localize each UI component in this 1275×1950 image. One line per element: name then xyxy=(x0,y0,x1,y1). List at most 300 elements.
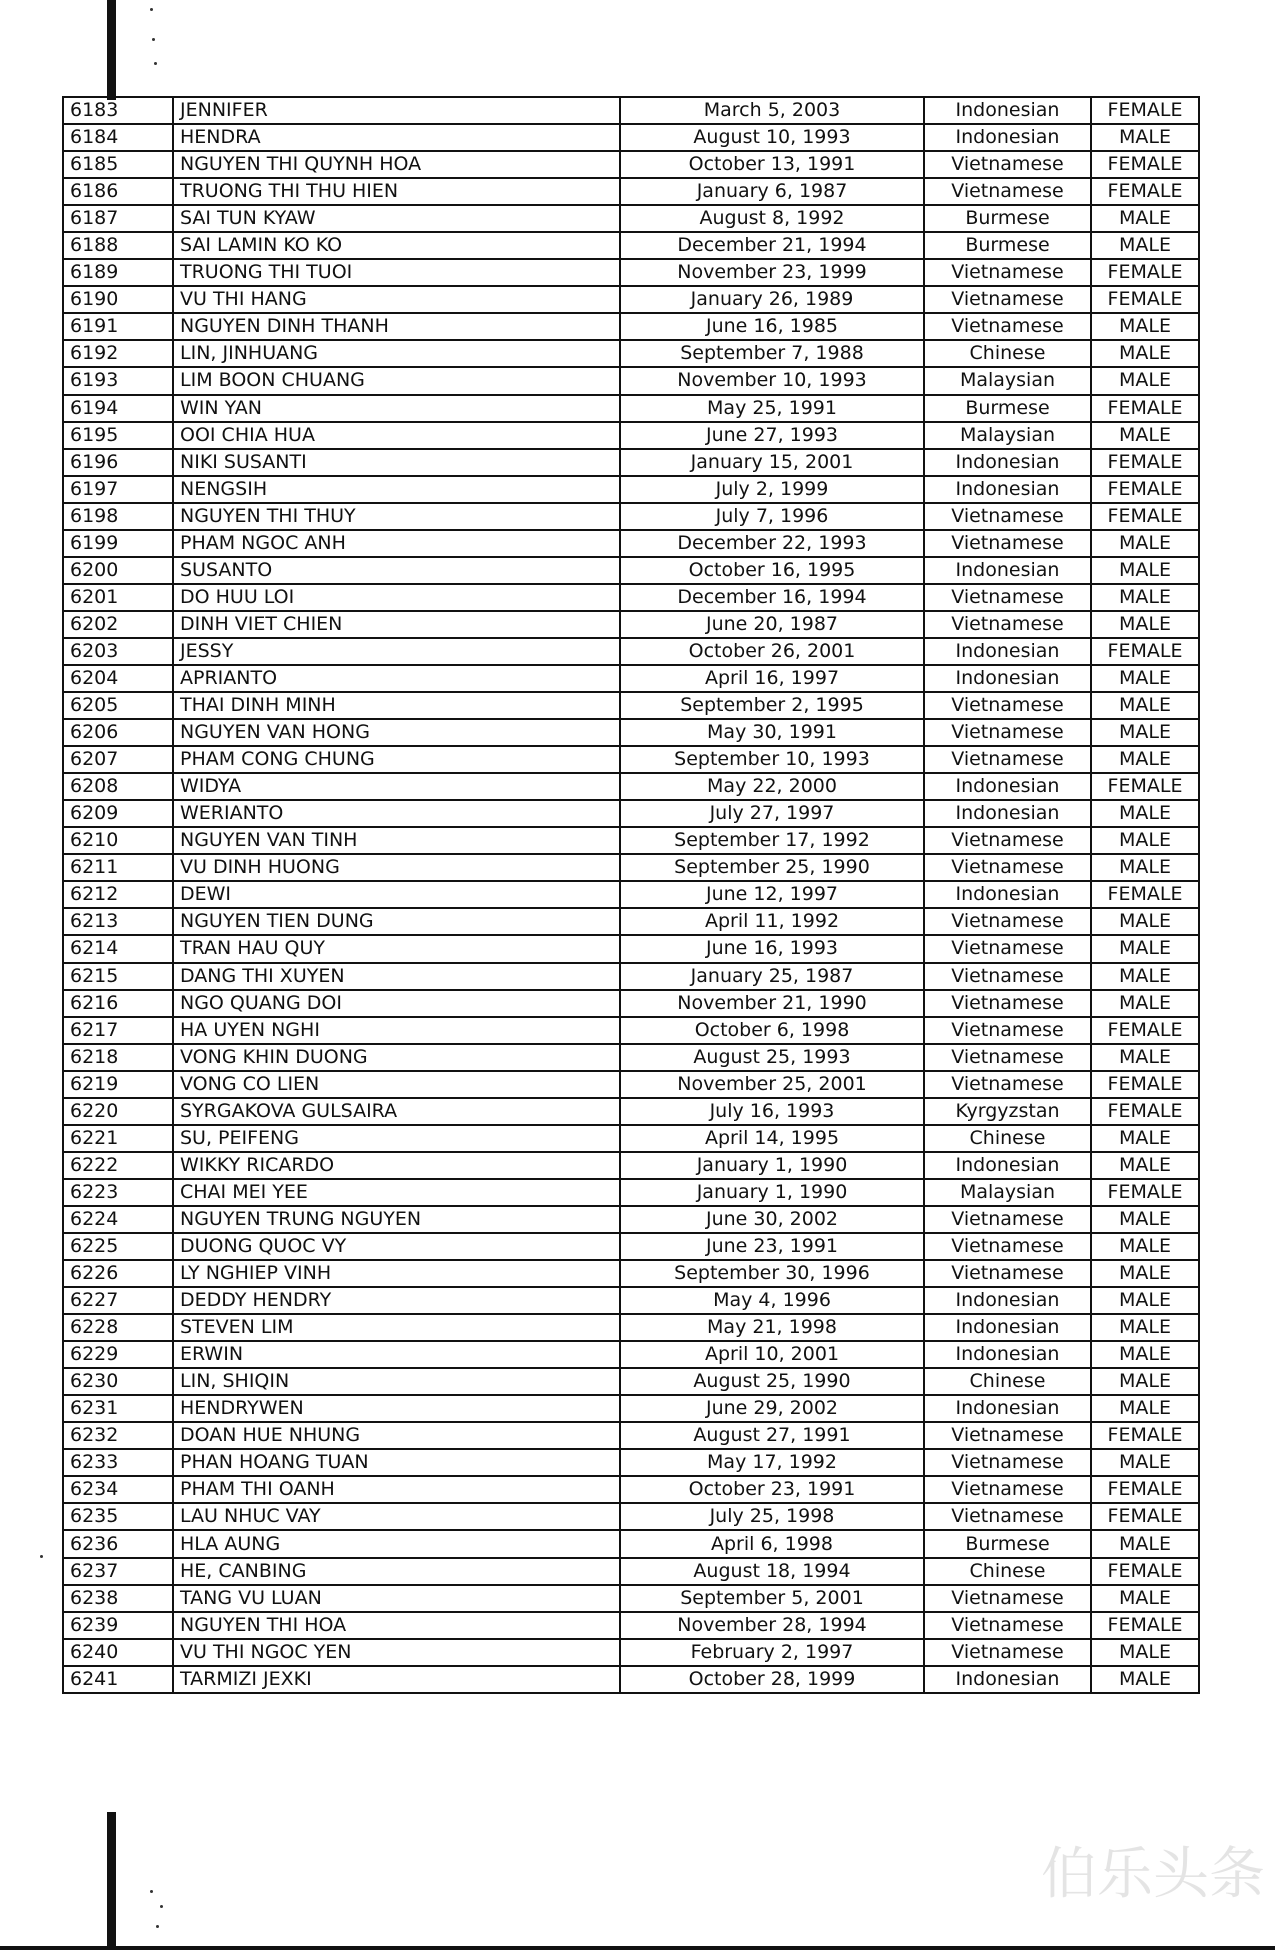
record-nationality: Malaysian xyxy=(924,1179,1091,1206)
record-name: JENNIFER xyxy=(173,97,620,124)
record-id: 6234 xyxy=(63,1476,173,1503)
record-id: 6187 xyxy=(63,205,173,232)
record-name: VU DINH HUONG xyxy=(173,854,620,881)
record-gender: FEMALE xyxy=(1091,773,1199,800)
table-row xyxy=(63,746,1199,773)
record-nationality: Vietnamese xyxy=(924,1639,1091,1666)
record-birth-date: April 6, 1998 xyxy=(620,1530,924,1557)
record-gender: FEMALE xyxy=(1091,178,1199,205)
record-name: HE, CANBING xyxy=(173,1558,620,1585)
record-gender: FEMALE xyxy=(1091,503,1199,530)
record-nationality: Malaysian xyxy=(924,422,1091,449)
table-row xyxy=(63,1287,1199,1314)
record-gender: MALE xyxy=(1091,908,1199,935)
record-nationality: Indonesian xyxy=(924,638,1091,665)
table-row xyxy=(63,124,1199,151)
record-birth-date: December 21, 1994 xyxy=(620,232,924,259)
record-id: 6241 xyxy=(63,1666,173,1693)
record-id: 6189 xyxy=(63,259,173,286)
record-birth-date: July 7, 1996 xyxy=(620,503,924,530)
record-nationality: Vietnamese xyxy=(924,1071,1091,1098)
record-nationality: Vietnamese xyxy=(924,1449,1091,1476)
record-birth-date: August 18, 1994 xyxy=(620,1558,924,1585)
record-nationality: Vietnamese xyxy=(924,854,1091,881)
table-row xyxy=(63,1179,1199,1206)
record-birth-date: January 6, 1987 xyxy=(620,178,924,205)
scan-speck xyxy=(160,1905,163,1908)
record-nationality: Vietnamese xyxy=(924,286,1091,313)
record-id: 6225 xyxy=(63,1233,173,1260)
record-birth-date: April 11, 1992 xyxy=(620,908,924,935)
record-birth-date: January 25, 1987 xyxy=(620,963,924,990)
record-gender: FEMALE xyxy=(1091,476,1199,503)
record-nationality: Indonesian xyxy=(924,800,1091,827)
record-gender: FEMALE xyxy=(1091,286,1199,313)
record-name: ERWIN xyxy=(173,1341,620,1368)
table-row xyxy=(63,665,1199,692)
record-birth-date: June 20, 1987 xyxy=(620,611,924,638)
record-name: VU THI NGOC YEN xyxy=(173,1639,620,1666)
table-row xyxy=(63,881,1199,908)
record-id: 6226 xyxy=(63,1260,173,1287)
record-name: DANG THI XUYEN xyxy=(173,963,620,990)
record-id: 6228 xyxy=(63,1314,173,1341)
record-birth-date: June 16, 1993 xyxy=(620,935,924,962)
record-nationality: Indonesian xyxy=(924,773,1091,800)
record-nationality: Vietnamese xyxy=(924,1585,1091,1612)
table-row xyxy=(63,854,1199,881)
record-name: DINH VIET CHIEN xyxy=(173,611,620,638)
table-row xyxy=(63,1044,1199,1071)
record-id: 6201 xyxy=(63,584,173,611)
record-birth-date: April 10, 2001 xyxy=(620,1341,924,1368)
record-id: 6209 xyxy=(63,800,173,827)
scan-edge-bar-top xyxy=(107,0,116,100)
record-id: 6212 xyxy=(63,881,173,908)
scan-speck xyxy=(40,1555,43,1558)
record-id: 6229 xyxy=(63,1341,173,1368)
record-name: PHAM CONG CHUNG xyxy=(173,746,620,773)
table-row xyxy=(63,259,1199,286)
record-id: 6195 xyxy=(63,422,173,449)
record-id: 6207 xyxy=(63,746,173,773)
record-birth-date: May 17, 1992 xyxy=(620,1449,924,1476)
table-row xyxy=(63,1071,1199,1098)
record-birth-date: June 23, 1991 xyxy=(620,1233,924,1260)
record-name: HA UYEN NGHI xyxy=(173,1017,620,1044)
record-gender: MALE xyxy=(1091,1666,1199,1693)
record-name: HLA AUNG xyxy=(173,1530,620,1557)
table-row xyxy=(63,1666,1199,1693)
record-name: NGUYEN TIEN DUNG xyxy=(173,908,620,935)
record-nationality: Vietnamese xyxy=(924,1612,1091,1639)
record-name: THAI DINH MINH xyxy=(173,692,620,719)
record-id: 6216 xyxy=(63,990,173,1017)
record-name: LAU NHUC VAY xyxy=(173,1503,620,1530)
record-birth-date: November 21, 1990 xyxy=(620,990,924,1017)
table-row xyxy=(63,1314,1199,1341)
table-row xyxy=(63,178,1199,205)
record-nationality: Chinese xyxy=(924,340,1091,367)
record-gender: MALE xyxy=(1091,719,1199,746)
table-row xyxy=(63,205,1199,232)
record-name: WIN YAN xyxy=(173,395,620,422)
record-gender: MALE xyxy=(1091,1341,1199,1368)
table-row xyxy=(63,1233,1199,1260)
record-nationality: Vietnamese xyxy=(924,827,1091,854)
record-gender: FEMALE xyxy=(1091,638,1199,665)
table-row xyxy=(63,963,1199,990)
record-nationality: Indonesian xyxy=(924,1341,1091,1368)
record-nationality: Burmese xyxy=(924,232,1091,259)
record-id: 6231 xyxy=(63,1395,173,1422)
record-gender: MALE xyxy=(1091,1449,1199,1476)
record-gender: MALE xyxy=(1091,1585,1199,1612)
record-gender: MALE xyxy=(1091,990,1199,1017)
record-birth-date: June 16, 1985 xyxy=(620,313,924,340)
record-id: 6217 xyxy=(63,1017,173,1044)
record-birth-date: May 22, 2000 xyxy=(620,773,924,800)
table-row xyxy=(63,1125,1199,1152)
table-row xyxy=(63,530,1199,557)
record-id: 6219 xyxy=(63,1071,173,1098)
record-id: 6185 xyxy=(63,151,173,178)
table-row xyxy=(63,935,1199,962)
record-name: PHAM NGOC ANH xyxy=(173,530,620,557)
record-id: 6239 xyxy=(63,1612,173,1639)
record-name: NGUYEN VAN HONG xyxy=(173,719,620,746)
record-birth-date: October 23, 1991 xyxy=(620,1476,924,1503)
table-row xyxy=(63,1612,1199,1639)
record-name: NGUYEN DINH THANH xyxy=(173,313,620,340)
record-nationality: Kyrgyzstan xyxy=(924,1098,1091,1125)
table-row xyxy=(63,800,1199,827)
record-name: SAI LAMIN KO KO xyxy=(173,232,620,259)
record-name: SAI TUN KYAW xyxy=(173,205,620,232)
record-gender: FEMALE xyxy=(1091,97,1199,124)
record-gender: FEMALE xyxy=(1091,1098,1199,1125)
table-row xyxy=(63,692,1199,719)
record-gender: MALE xyxy=(1091,963,1199,990)
record-nationality: Vietnamese xyxy=(924,746,1091,773)
record-gender: MALE xyxy=(1091,367,1199,394)
record-birth-date: October 13, 1991 xyxy=(620,151,924,178)
record-gender: FEMALE xyxy=(1091,881,1199,908)
table-row xyxy=(63,557,1199,584)
record-id: 6202 xyxy=(63,611,173,638)
record-gender: MALE xyxy=(1091,1125,1199,1152)
record-id: 6190 xyxy=(63,286,173,313)
record-gender: MALE xyxy=(1091,1206,1199,1233)
record-name: NGUYEN THI QUYNH HOA xyxy=(173,151,620,178)
table-row xyxy=(63,1476,1199,1503)
record-id: 6204 xyxy=(63,665,173,692)
record-gender: MALE xyxy=(1091,1314,1199,1341)
record-gender: MALE xyxy=(1091,746,1199,773)
table-row xyxy=(63,1585,1199,1612)
record-gender: MALE xyxy=(1091,422,1199,449)
record-birth-date: February 2, 1997 xyxy=(620,1639,924,1666)
record-nationality: Vietnamese xyxy=(924,719,1091,746)
record-gender: MALE xyxy=(1091,1152,1199,1179)
scan-speck xyxy=(152,38,155,41)
record-name: APRIANTO xyxy=(173,665,620,692)
table-row xyxy=(63,584,1199,611)
table-row xyxy=(63,773,1199,800)
scan-speck xyxy=(150,1890,153,1893)
record-birth-date: October 28, 1999 xyxy=(620,1666,924,1693)
record-birth-date: October 26, 2001 xyxy=(620,638,924,665)
record-birth-date: June 29, 2002 xyxy=(620,1395,924,1422)
record-nationality: Vietnamese xyxy=(924,990,1091,1017)
record-name: OOI CHIA HUA xyxy=(173,422,620,449)
record-nationality: Chinese xyxy=(924,1368,1091,1395)
record-id: 6236 xyxy=(63,1530,173,1557)
record-gender: MALE xyxy=(1091,800,1199,827)
scan-edge-bar-bottom xyxy=(107,1812,116,1950)
record-id: 6230 xyxy=(63,1368,173,1395)
table-row xyxy=(63,1422,1199,1449)
record-id: 6193 xyxy=(63,367,173,394)
record-birth-date: June 27, 1993 xyxy=(620,422,924,449)
table-row xyxy=(63,719,1199,746)
record-gender: MALE xyxy=(1091,854,1199,881)
record-birth-date: June 12, 1997 xyxy=(620,881,924,908)
record-gender: MALE xyxy=(1091,1233,1199,1260)
record-birth-date: July 16, 1993 xyxy=(620,1098,924,1125)
record-name: SYRGAKOVA GULSAIRA xyxy=(173,1098,620,1125)
table-row xyxy=(63,1098,1199,1125)
record-birth-date: November 23, 1999 xyxy=(620,259,924,286)
record-nationality: Vietnamese xyxy=(924,1422,1091,1449)
record-birth-date: December 22, 1993 xyxy=(620,530,924,557)
record-birth-date: April 16, 1997 xyxy=(620,665,924,692)
table-row xyxy=(63,313,1199,340)
table-row xyxy=(63,1017,1199,1044)
record-gender: FEMALE xyxy=(1091,1017,1199,1044)
record-name: WIKKY RICARDO xyxy=(173,1152,620,1179)
table-row xyxy=(63,990,1199,1017)
record-birth-date: May 25, 1991 xyxy=(620,395,924,422)
record-birth-date: August 10, 1993 xyxy=(620,124,924,151)
table-row xyxy=(63,611,1199,638)
record-nationality: Indonesian xyxy=(924,665,1091,692)
record-gender: MALE xyxy=(1091,124,1199,151)
record-name: LIM BOON CHUANG xyxy=(173,367,620,394)
record-birth-date: September 30, 1996 xyxy=(620,1260,924,1287)
record-name: STEVEN LIM xyxy=(173,1314,620,1341)
record-gender: MALE xyxy=(1091,530,1199,557)
record-gender: FEMALE xyxy=(1091,1476,1199,1503)
record-id: 6206 xyxy=(63,719,173,746)
record-name: NGUYEN TRUNG NGUYEN xyxy=(173,1206,620,1233)
record-id: 6223 xyxy=(63,1179,173,1206)
record-id: 6232 xyxy=(63,1422,173,1449)
record-gender: MALE xyxy=(1091,611,1199,638)
record-nationality: Indonesian xyxy=(924,1287,1091,1314)
record-gender: MALE xyxy=(1091,1287,1199,1314)
record-name: SUSANTO xyxy=(173,557,620,584)
record-name: LY NGHIEP VINH xyxy=(173,1260,620,1287)
record-birth-date: July 27, 1997 xyxy=(620,800,924,827)
record-name: WERIANTO xyxy=(173,800,620,827)
record-id: 6218 xyxy=(63,1044,173,1071)
record-id: 6210 xyxy=(63,827,173,854)
record-id: 6221 xyxy=(63,1125,173,1152)
record-nationality: Indonesian xyxy=(924,557,1091,584)
record-nationality: Indonesian xyxy=(924,1152,1091,1179)
table-row xyxy=(63,449,1199,476)
scan-bottom-edge xyxy=(0,1946,1275,1950)
table-row xyxy=(63,1503,1199,1530)
record-id: 6194 xyxy=(63,395,173,422)
table-row xyxy=(63,1449,1199,1476)
record-name: NGUYEN THI HOA xyxy=(173,1612,620,1639)
table-row xyxy=(63,1152,1199,1179)
record-nationality: Indonesian xyxy=(924,1395,1091,1422)
scan-speck xyxy=(154,62,157,65)
record-name: PHAM THI OANH xyxy=(173,1476,620,1503)
record-name: LIN, SHIQIN xyxy=(173,1368,620,1395)
record-name: VONG CO LIEN xyxy=(173,1071,620,1098)
record-nationality: Chinese xyxy=(924,1558,1091,1585)
record-gender: MALE xyxy=(1091,1530,1199,1557)
record-name: LIN, JINHUANG xyxy=(173,340,620,367)
record-birth-date: May 4, 1996 xyxy=(620,1287,924,1314)
table-row xyxy=(63,1341,1199,1368)
record-name: CHAI MEI YEE xyxy=(173,1179,620,1206)
record-id: 6215 xyxy=(63,963,173,990)
record-gender: MALE xyxy=(1091,232,1199,259)
record-nationality: Vietnamese xyxy=(924,530,1091,557)
record-id: 6222 xyxy=(63,1152,173,1179)
record-nationality: Vietnamese xyxy=(924,259,1091,286)
record-gender: MALE xyxy=(1091,827,1199,854)
record-birth-date: January 1, 1990 xyxy=(620,1179,924,1206)
record-nationality: Vietnamese xyxy=(924,1017,1091,1044)
table-row xyxy=(63,232,1199,259)
record-name: TRUONG THI TUOI xyxy=(173,259,620,286)
record-nationality: Vietnamese xyxy=(924,935,1091,962)
table-row xyxy=(63,340,1199,367)
record-id: 6203 xyxy=(63,638,173,665)
record-id: 6213 xyxy=(63,908,173,935)
record-name: JESSY xyxy=(173,638,620,665)
record-nationality: Burmese xyxy=(924,395,1091,422)
table-row xyxy=(63,827,1199,854)
record-name: TRAN HAU QUY xyxy=(173,935,620,962)
table-row xyxy=(63,286,1199,313)
record-birth-date: January 26, 1989 xyxy=(620,286,924,313)
record-birth-date: September 2, 1995 xyxy=(620,692,924,719)
record-birth-date: April 14, 1995 xyxy=(620,1125,924,1152)
record-gender: MALE xyxy=(1091,692,1199,719)
record-name: NIKI SUSANTI xyxy=(173,449,620,476)
record-name: DEDDY HENDRY xyxy=(173,1287,620,1314)
record-id: 6220 xyxy=(63,1098,173,1125)
record-name: TANG VU LUAN xyxy=(173,1585,620,1612)
scan-speck xyxy=(156,1925,159,1928)
record-gender: MALE xyxy=(1091,1368,1199,1395)
record-id: 6240 xyxy=(63,1639,173,1666)
record-birth-date: January 15, 2001 xyxy=(620,449,924,476)
scan-speck xyxy=(150,8,153,11)
record-name: NGUYEN VAN TINH xyxy=(173,827,620,854)
record-nationality: Vietnamese xyxy=(924,611,1091,638)
record-birth-date: September 5, 2001 xyxy=(620,1585,924,1612)
table-row xyxy=(63,1260,1199,1287)
record-name: DO HUU LOI xyxy=(173,584,620,611)
record-birth-date: March 5, 2003 xyxy=(620,97,924,124)
record-nationality: Vietnamese xyxy=(924,1044,1091,1071)
record-name: HENDRYWEN xyxy=(173,1395,620,1422)
record-nationality: Indonesian xyxy=(924,97,1091,124)
record-id: 6197 xyxy=(63,476,173,503)
watermark-logo: 伯乐头条 xyxy=(1041,1842,1265,1907)
record-id: 6188 xyxy=(63,232,173,259)
record-nationality: Vietnamese xyxy=(924,692,1091,719)
record-birth-date: September 17, 1992 xyxy=(620,827,924,854)
record-name: VU THI HANG xyxy=(173,286,620,313)
table-row xyxy=(63,1530,1199,1557)
record-nationality: Indonesian xyxy=(924,881,1091,908)
record-gender: FEMALE xyxy=(1091,449,1199,476)
record-id: 6237 xyxy=(63,1558,173,1585)
table-row xyxy=(63,1368,1199,1395)
record-name: NGUYEN THI THUY xyxy=(173,503,620,530)
record-birth-date: May 30, 1991 xyxy=(620,719,924,746)
record-birth-date: November 28, 1994 xyxy=(620,1612,924,1639)
record-nationality: Burmese xyxy=(924,205,1091,232)
record-id: 6205 xyxy=(63,692,173,719)
record-birth-date: August 25, 1990 xyxy=(620,1368,924,1395)
record-gender: FEMALE xyxy=(1091,395,1199,422)
record-id: 6235 xyxy=(63,1503,173,1530)
record-gender: MALE xyxy=(1091,1395,1199,1422)
record-gender: FEMALE xyxy=(1091,259,1199,286)
record-nationality: Indonesian xyxy=(924,476,1091,503)
record-id: 6184 xyxy=(63,124,173,151)
record-gender: MALE xyxy=(1091,1639,1199,1666)
table-row xyxy=(63,1558,1199,1585)
table-row xyxy=(63,395,1199,422)
record-name: DOAN HUE NHUNG xyxy=(173,1422,620,1449)
record-gender: FEMALE xyxy=(1091,1612,1199,1639)
table-row xyxy=(63,908,1199,935)
record-gender: MALE xyxy=(1091,1260,1199,1287)
record-gender: MALE xyxy=(1091,584,1199,611)
record-nationality: Vietnamese xyxy=(924,503,1091,530)
record-birth-date: January 1, 1990 xyxy=(620,1152,924,1179)
table-row xyxy=(63,367,1199,394)
record-name: NENGSIH xyxy=(173,476,620,503)
table-row xyxy=(63,422,1199,449)
record-id: 6183 xyxy=(63,97,173,124)
record-nationality: Burmese xyxy=(924,1530,1091,1557)
record-nationality: Vietnamese xyxy=(924,1503,1091,1530)
records-table-body xyxy=(63,97,1199,1693)
record-birth-date: July 25, 1998 xyxy=(620,1503,924,1530)
record-id: 6200 xyxy=(63,557,173,584)
record-nationality: Vietnamese xyxy=(924,178,1091,205)
table-row xyxy=(63,638,1199,665)
record-birth-date: October 16, 1995 xyxy=(620,557,924,584)
record-nationality: Vietnamese xyxy=(924,1260,1091,1287)
record-gender: MALE xyxy=(1091,340,1199,367)
record-nationality: Vietnamese xyxy=(924,1206,1091,1233)
record-gender: MALE xyxy=(1091,313,1199,340)
record-id: 6238 xyxy=(63,1585,173,1612)
